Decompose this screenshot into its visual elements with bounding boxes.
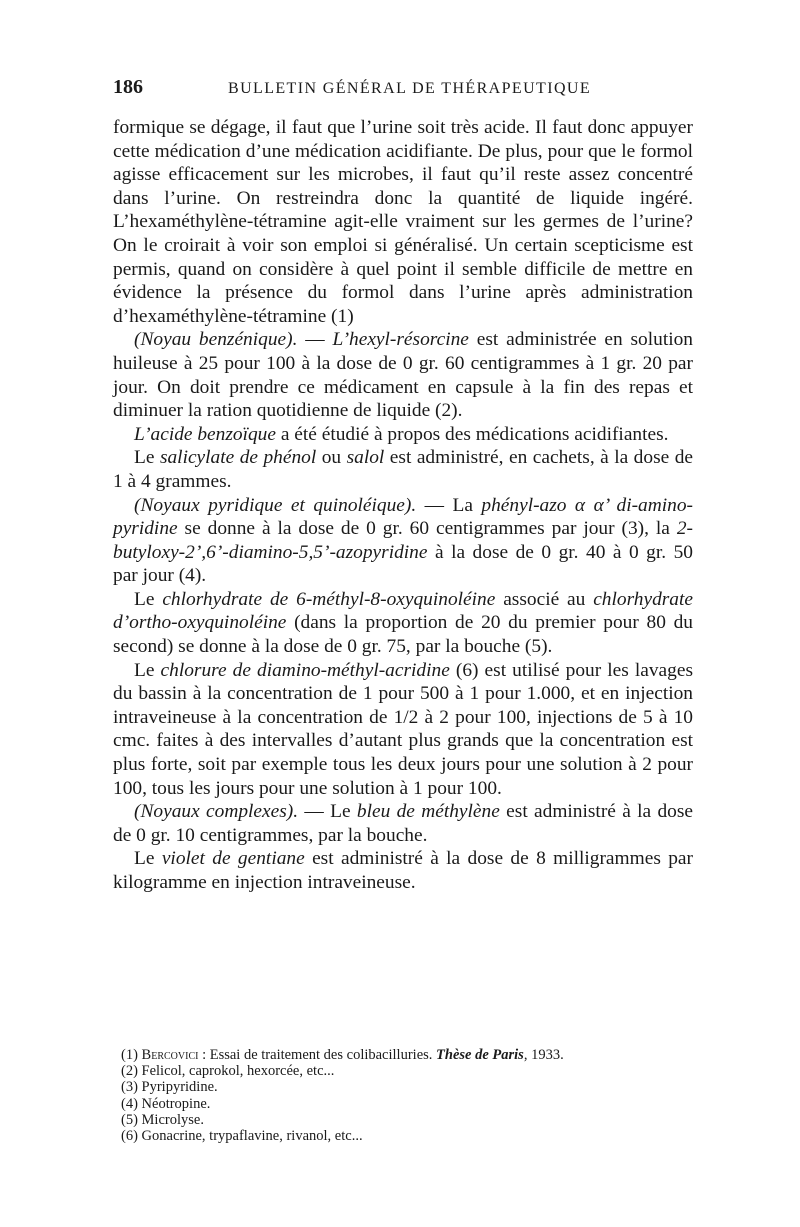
section-label: (Noyau benzénique). [134, 329, 298, 351]
footnotes [121, 1047, 681, 1144]
paragraph-text: à la dose de 0 gr. 40 à 0 gr. 50 par jour (4). [113, 541, 693, 587]
section-label: (Noyaux pyridique et quinoléique). [134, 494, 417, 516]
paragraph-acide-benzoique [113, 423, 693, 447]
section-label: (Noyaux complexes). [134, 801, 299, 823]
lead-text: Le [134, 588, 163, 610]
footnote-author: Bercovici [141, 1047, 199, 1063]
paragraph-text: est administré à la dose de 8 milligrammes par kilogramme en injection intraveineuse. [113, 848, 693, 893]
lead-text: Le [134, 848, 162, 870]
drug-name: chlorure de diamino-méthyl-acridine [160, 659, 450, 681]
connector-text: ou [316, 447, 347, 469]
drug-name: salol [346, 447, 385, 469]
paragraph-noyaux-complexes [113, 800, 693, 847]
footnote-number: (1) [121, 1047, 138, 1063]
drug-name: chlorhydrate de 6-méthyl-8-oxyquinoléine [162, 588, 496, 610]
paragraph-text: est administrée en solution huileuse à 25 pour 100 à la dose de 0 gr. 60 centigrammes à 1 gr. 20 par jour. On doit prendre ce médicament en capsule à la fin des repas et diminuer la ration quotidienne de liquide (2). [113, 329, 693, 422]
dash: — [297, 329, 333, 351]
drug-name: salicylate de phénol [159, 447, 317, 469]
paragraph-text: (dans la proportion de 20 du premier pour 80 du second) se donne à la dose de 0 gr. 75, par la bouche (5). [113, 612, 693, 658]
page-number: 186 [113, 76, 143, 98]
footnote-5: (5) Microlyse. [121, 1111, 204, 1128]
footnote-2: (2) Felicol, caprokol, hexorcée, etc... [121, 1063, 335, 1080]
page-header [113, 70, 693, 106]
body-text [113, 116, 693, 895]
lead-text: Le [330, 801, 357, 823]
footnote-source: Thèse de Paris [436, 1047, 524, 1063]
drug-name: 2-butyloxy-2’,6’-diamino-5,5’-azopyridine [113, 518, 693, 563]
footnote-year: , 1933. [523, 1047, 564, 1063]
paragraph-text: (6) est utilisé pour les lavages du bassin à la concentration de 1 pour 500 à 1 pour 1.000, et en injection intraveineuse à la concentration de 1/2 à 2 pour 100, injections de 5 à 10 cmc. faites à des intervalles d’autant plus grands que la concentration est plus forte, soit par exemple tous les deux jours pour une solution à 2 pour 100, tous les jours pour une solution à 1 pour 100. [113, 659, 693, 799]
paragraph-noyaux-pyridique [113, 494, 693, 588]
page [113, 70, 693, 1145]
paragraph-formol: formique se dégage, il faut que l’urine soit très acide. Il faut donc appuyer cette médication d’une médication acidifiante. De plus, pour que le formol agisse efficacement sur les microbes, il faut qu’il reste assez concentré dans l’urine. On restreindra donc la quantité de liquide ingéré. L’hexaméthylène-tétramine agit-elle vraiment sur les germes de l’urine? On le croirait à voir son emploi si généralisé. Un certain scepticisme est permis, quand on considère à quel point il semble difficile de mettre en évidence la présence du formol dans l’urine après administration d’hexaméthylène-tétramine (1) [113, 117, 693, 327]
dash: — [298, 801, 331, 823]
paragraph-salol [113, 446, 693, 493]
lead-text: La [452, 494, 482, 516]
connector-text: associé au [495, 588, 594, 610]
lead-text: Le [134, 447, 160, 469]
lead-text: Le [134, 659, 161, 681]
paragraph-acridine [113, 659, 693, 801]
paragraph-text: est administré à la dose de 0 gr. 10 centigrammes, par la bouche. [113, 801, 693, 846]
drug-name: violet de gentiane [161, 848, 305, 870]
paragraph-oxyquinoleine [113, 588, 693, 659]
drug-name: L’acide benzoïque [134, 423, 276, 445]
footnote-3: (3) Pyripyridine. [121, 1079, 218, 1096]
paragraph-text: a été étudié à propos des médications acidifiantes. [275, 423, 669, 445]
drug-name: chlorhydrate d’ortho-oxyquinoléine [113, 588, 693, 634]
paragraph-text: se donne à la dose de 0 gr. 60 centigrammes par jour (3), la [177, 518, 677, 540]
dash: — [416, 494, 453, 516]
drug-name: L’hexyl-résorcine [332, 329, 469, 351]
footnote-1 [121, 1047, 681, 1063]
paragraph-violet-gentiane [113, 847, 693, 894]
drug-name: bleu de méthylène [356, 801, 500, 823]
paragraph-text: est administré, en cachets, à la dose de 1 à 4 grammes. [113, 447, 693, 492]
footnote-4: (4) Néotropine. [121, 1095, 211, 1112]
footnote-6: (6) Gonacrine, trypaflavine, rivanol, etc... [121, 1128, 363, 1145]
footnote-text: : Essai de traitement des colibacilluries. [198, 1047, 437, 1063]
paragraph-noyau-benzenique [113, 328, 693, 422]
running-head: BULLETIN GÉNÉRAL DE THÉRAPEUTIQUE [228, 80, 592, 97]
drug-name: phényl-azo α α’ di-amino-pyridine [113, 494, 693, 540]
